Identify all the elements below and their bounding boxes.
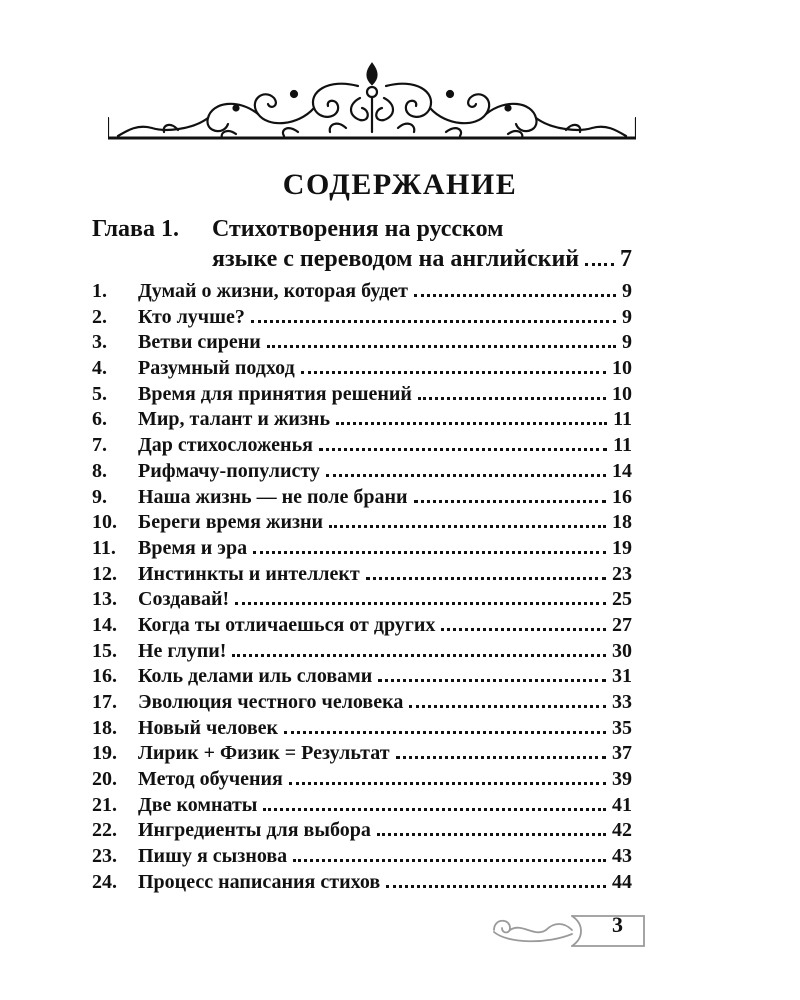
page-number-flourish-icon <box>488 908 648 952</box>
dot-leader <box>235 602 606 605</box>
entry-page: 9 <box>622 280 632 302</box>
entry-number: 21. <box>92 793 117 816</box>
entry-title: Разумный подход <box>138 357 295 380</box>
page-number: 3 <box>612 912 623 937</box>
dot-leader <box>396 756 606 759</box>
entry-number: 9. <box>92 485 107 508</box>
entry-title: Когда ты отличаешься от других <box>138 613 436 636</box>
entry-title: Создавай! <box>138 588 230 611</box>
dot-leader <box>232 654 606 657</box>
toc-entry <box>92 794 632 820</box>
dot-leader <box>414 294 616 297</box>
entry-title: Рифмачу-популисту <box>138 459 320 482</box>
entry-number: 8. <box>92 459 107 482</box>
dot-leader <box>293 859 606 862</box>
entry-title: Метод обучения <box>138 768 283 791</box>
dot-leader <box>418 397 606 400</box>
toc-entry <box>92 537 632 563</box>
entry-page: 44 <box>612 870 632 893</box>
entry-number: 19. <box>92 742 117 765</box>
toc-entry <box>92 614 632 640</box>
dot-leader <box>284 731 606 734</box>
toc-list <box>92 280 632 897</box>
dot-leader <box>386 885 606 888</box>
entry-title: Новый человек <box>138 716 279 739</box>
entry-page: 31 <box>612 665 632 688</box>
entry-number: 4. <box>92 357 107 380</box>
toc-entry <box>92 306 632 332</box>
chapter-title-line1: Стихотворения на русском <box>212 216 504 242</box>
entry-title: Пишу я сызнова <box>138 845 288 868</box>
entry-page: 43 <box>612 845 632 868</box>
entry-number: 13. <box>92 588 117 611</box>
entry-title: Лирик + Физик = Результат <box>138 742 390 765</box>
toc-entry <box>92 819 632 845</box>
entry-number: 18. <box>92 716 117 739</box>
dot-leader <box>267 345 616 348</box>
entry-page: 10 <box>612 382 632 405</box>
chapter-title-line2: языке с переводом на английский <box>212 246 580 272</box>
entry-title: Не глупи! <box>138 639 227 662</box>
toc-entry <box>92 460 632 486</box>
chapter-label: Глава 1. <box>92 216 179 242</box>
entry-page: 27 <box>612 613 632 636</box>
entry-title: Процесс написания стихов <box>138 870 381 893</box>
entry-title: Дар стихосложенья <box>138 434 313 457</box>
ornamental-scroll-divider-icon <box>108 58 636 146</box>
dot-leader <box>378 679 606 682</box>
toc-entry <box>92 768 632 794</box>
dot-leader <box>585 263 614 266</box>
entry-title: Кто лучше? <box>138 305 245 328</box>
toc-entry <box>92 511 632 537</box>
entry-page: 33 <box>612 691 632 713</box>
entry-page: 42 <box>612 819 632 842</box>
entry-title: Наша жизнь — не поле брани <box>138 485 408 508</box>
dot-leader <box>301 371 606 374</box>
toc-entry <box>92 383 632 409</box>
toc-entry <box>92 717 632 743</box>
entry-page: 10 <box>612 357 632 380</box>
entry-number: 10. <box>92 511 117 534</box>
entry-number: 24. <box>92 870 117 893</box>
entry-title: Эволюция честного человека <box>138 691 404 713</box>
dot-leader <box>289 782 606 785</box>
toc-entry <box>92 434 632 460</box>
entry-page: 16 <box>612 485 632 508</box>
entry-page: 19 <box>612 536 632 559</box>
toc-entry <box>92 640 632 666</box>
entry-title: Инстинкты и интеллект <box>138 562 360 585</box>
toc-entry <box>92 280 632 306</box>
entry-number: 11. <box>92 536 116 559</box>
entry-number: 7. <box>92 434 107 457</box>
entry-page: 18 <box>612 511 632 534</box>
dot-leader <box>377 833 606 836</box>
entry-number: 14. <box>92 613 117 636</box>
toc-entry <box>92 588 632 614</box>
entry-number: 2. <box>92 305 107 328</box>
toc-entry <box>92 331 632 357</box>
entry-number: 22. <box>92 819 117 842</box>
dot-leader <box>253 551 606 554</box>
entry-page: 30 <box>612 639 632 662</box>
entry-page: 9 <box>622 331 632 354</box>
entry-title: Думай о жизни, которая будет <box>138 280 408 302</box>
entry-page: 9 <box>622 305 632 328</box>
dot-leader <box>326 474 606 477</box>
dot-leader <box>336 422 607 425</box>
chapter-page: 7 <box>620 246 632 272</box>
entry-page: 41 <box>612 793 632 816</box>
dot-leader <box>263 808 606 811</box>
toc-entry <box>92 486 632 512</box>
page-title: СОДЕРЖАНИЕ <box>282 168 518 201</box>
entry-page: 14 <box>612 459 632 482</box>
entry-title: Береги время жизни <box>138 511 324 534</box>
toc-entry <box>92 845 632 871</box>
entry-title: Время и эра <box>138 536 248 559</box>
entry-number: 20. <box>92 768 117 791</box>
entry-title: Две комнаты <box>138 793 258 816</box>
dot-leader <box>366 577 606 580</box>
entry-page: 23 <box>612 562 632 585</box>
entry-number: 1. <box>92 280 107 302</box>
dot-leader <box>251 320 616 323</box>
toc-entry <box>92 691 632 717</box>
entry-number: 5. <box>92 382 107 405</box>
entry-page: 25 <box>612 588 632 611</box>
dot-leader <box>414 500 606 503</box>
entry-number: 15. <box>92 639 117 662</box>
toc-entry <box>92 563 632 589</box>
entry-number: 16. <box>92 665 117 688</box>
toc-entry <box>92 665 632 691</box>
dot-leader <box>409 705 606 708</box>
entry-title: Мир, талант и жизнь <box>138 408 331 431</box>
entry-page: 37 <box>612 742 632 765</box>
dot-leader <box>319 448 607 451</box>
entry-page: 35 <box>612 716 632 739</box>
entry-number: 6. <box>92 408 107 431</box>
chapter-heading <box>92 214 632 274</box>
entry-title: Ветви сирени <box>138 331 261 354</box>
entry-number: 17. <box>92 691 117 713</box>
entry-page: 39 <box>612 768 632 791</box>
toc-entry <box>92 871 632 897</box>
entry-title: Время для принятия решений <box>138 382 412 405</box>
toc-entry <box>92 742 632 768</box>
toc-entry <box>92 408 632 434</box>
entry-number: 12. <box>92 562 117 585</box>
entry-number: 23. <box>92 845 117 868</box>
entry-title: Ингредиенты для выбора <box>138 819 371 842</box>
dot-leader <box>329 525 606 528</box>
dot-leader <box>441 628 606 631</box>
entry-number: 3. <box>92 331 107 354</box>
entry-page: 11 <box>613 408 632 431</box>
toc-entry <box>92 357 632 383</box>
entry-page: 11 <box>613 434 632 457</box>
entry-title: Коль делами иль словами <box>138 665 373 688</box>
